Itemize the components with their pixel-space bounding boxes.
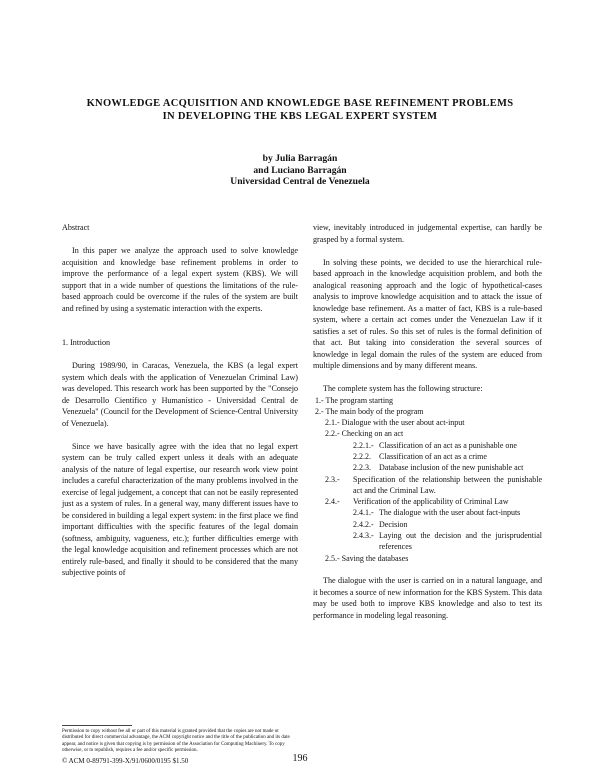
abstract-text: In this paper we analyze the approach used to solve knowledge acquisition and knowledge base refinement problems in order to improve the performance of a legal expert system (KBS). We will support that in a wide number of questions the limitations of the rule-based approach could be overcome if the rules of the system are built and refined by using a systematic interaction with the experts. (62, 246, 298, 313)
author-line-2: and Luciano Barragán (253, 164, 347, 176)
title-line-2: IN DEVELOPING THE KBS LEGAL EXPERT SYSTEM (162, 111, 438, 122)
list-item (313, 462, 542, 473)
intro-paragraph-2: Since we have basically agree with the idea that no legal expert system can be truly called expert unless it deals with an adequate analysis of the nature of legal expertise, our research work view point includes a careful characterization of the many problems involved in the exercise of legal judgement, a concept that can not be easily represented just as a system of rules. In a general way, many different issues have to be considered in building a legal expert system: in the first place we find important difficulties with the specific features of the legal domain (softness, ambiguity, vagueness, etc.); further difficulties emerge with the legal knowledge acquisition and refinement processes which are not entirely rule-based, and finally it should to be considered that the many subjective points of (62, 441, 298, 577)
list-item: 2.- The main body of the program (315, 406, 424, 416)
right-paragraph-0: view, inevitably introduced in judgemental expertise, can hardly be grasped by a formal system. (313, 223, 542, 244)
list-item-text: Classification of an act as a punishable one (379, 440, 517, 450)
list-item (313, 507, 542, 518)
list-item-text: The dialogue with the user about fact-inputs (379, 508, 521, 518)
list-item-text: Database inclusion of the new punishable act (379, 463, 524, 473)
structure-list (313, 395, 542, 564)
list-item (313, 496, 542, 507)
intro-paragraph-1: During 1989/90, in Caracas, Venezuela, the KBS (a legal expert system which deals with the application of Venezuelan Criminal Law) was developed. This research work has been supported by the "Consejo de Desarrollo Científico y Humanístico - Universidad Central de Venezuela" (Council for the Development of Science-Central University of Venezuela). (62, 361, 298, 428)
right-column (313, 222, 542, 621)
list-item-number: 2.2.1.- (353, 440, 374, 450)
footnote-rule (62, 725, 132, 726)
list-item (313, 519, 542, 530)
list-item-number: 2.4.1.- (353, 508, 374, 518)
list-item-text: Specification of the relationship between the punishable act and the Criminal Law. (353, 474, 542, 495)
footnote-text: Permission to copy without fee all or part of this material is granted provided that the copies are not made or distributed for direct commercial advantage, the ACM copyright notice and the title of the publication and its date appear, and notice is given that copying is by permission of the Association for Computing Machinery. To copy otherwise, or to republish, requires a fee and/or specific permission. (62, 729, 290, 754)
list-item-number: 2.3.- (325, 474, 340, 484)
list-item-text: Classification of an act as a crime (379, 451, 487, 461)
right-paragraph-last: The dialogue with the user is carried on in a natural language, and it becomes a source of new information for the KBS System. This data may be used both to improve KBS knowledge and also to test its performance in modeling legal reasoning. (313, 576, 542, 620)
paper-title (40, 97, 560, 123)
page-number: 196 (292, 753, 308, 764)
right-paragraph-1: In solving these points, we decided to use the hierarchical rule-based approach in the knowledge acquisition problem, and both the analogical reasoning approach and the logic of hypothetical-cases analysis to improve knowledge acquisition and to attack the issue of knowledge base refinement. As a matter of fact, KBS is a rule-based system, where a certain act comes under the Venezuelan Law if it satisfies a set of rules. So this set of rules is the formal definition of that act. But taking into consideration the several sources of knowledge in legal domain the rules of the system are educed from multiple dimensions and by many different means. (313, 257, 542, 370)
list-item-number: 2.4.3.- (353, 531, 374, 541)
list-item-number: 2.2.2. (353, 451, 371, 461)
author-line-1: by Julia Barragán (262, 153, 338, 164)
list-item (313, 530, 542, 553)
list-item: 1.- The program starting (315, 395, 394, 405)
list-item-number: 2.4.2.- (353, 519, 374, 529)
list-item (313, 474, 542, 497)
list-item: 2.2.- Checking on an act (325, 429, 404, 439)
list-item (313, 440, 542, 451)
author-block (200, 153, 400, 188)
list-item-text: Laying out the decision and the jurisprudential references (379, 531, 542, 552)
structure-intro: The complete system has the following structure: (323, 384, 483, 393)
list-item-text: Verification of the applicability of Criminal Law (353, 497, 509, 507)
copyright-line: © ACM 0-89791-399-X/91/0600/0195 $1.50 (62, 756, 189, 765)
list-item: 2.5.- Saving the databases (325, 553, 409, 563)
list-item-text: Decision (379, 519, 408, 529)
list-item-number: 2.4.- (325, 497, 340, 507)
intro-heading: 1. Introduction (62, 338, 111, 347)
title-line-1: KNOWLEDGE ACQUISITION AND KNOWLEDGE BASE REFINEMENT PROBLEMS (86, 98, 514, 109)
list-item: 2.1.- Dialogue with the user about act-input (325, 418, 465, 428)
list-item (313, 451, 542, 462)
left-column (62, 222, 298, 579)
affiliation: Universidad Central de Venezuela (230, 176, 370, 187)
abstract-heading: Abstract (62, 223, 90, 232)
list-item-number: 2.2.3. (353, 463, 371, 473)
